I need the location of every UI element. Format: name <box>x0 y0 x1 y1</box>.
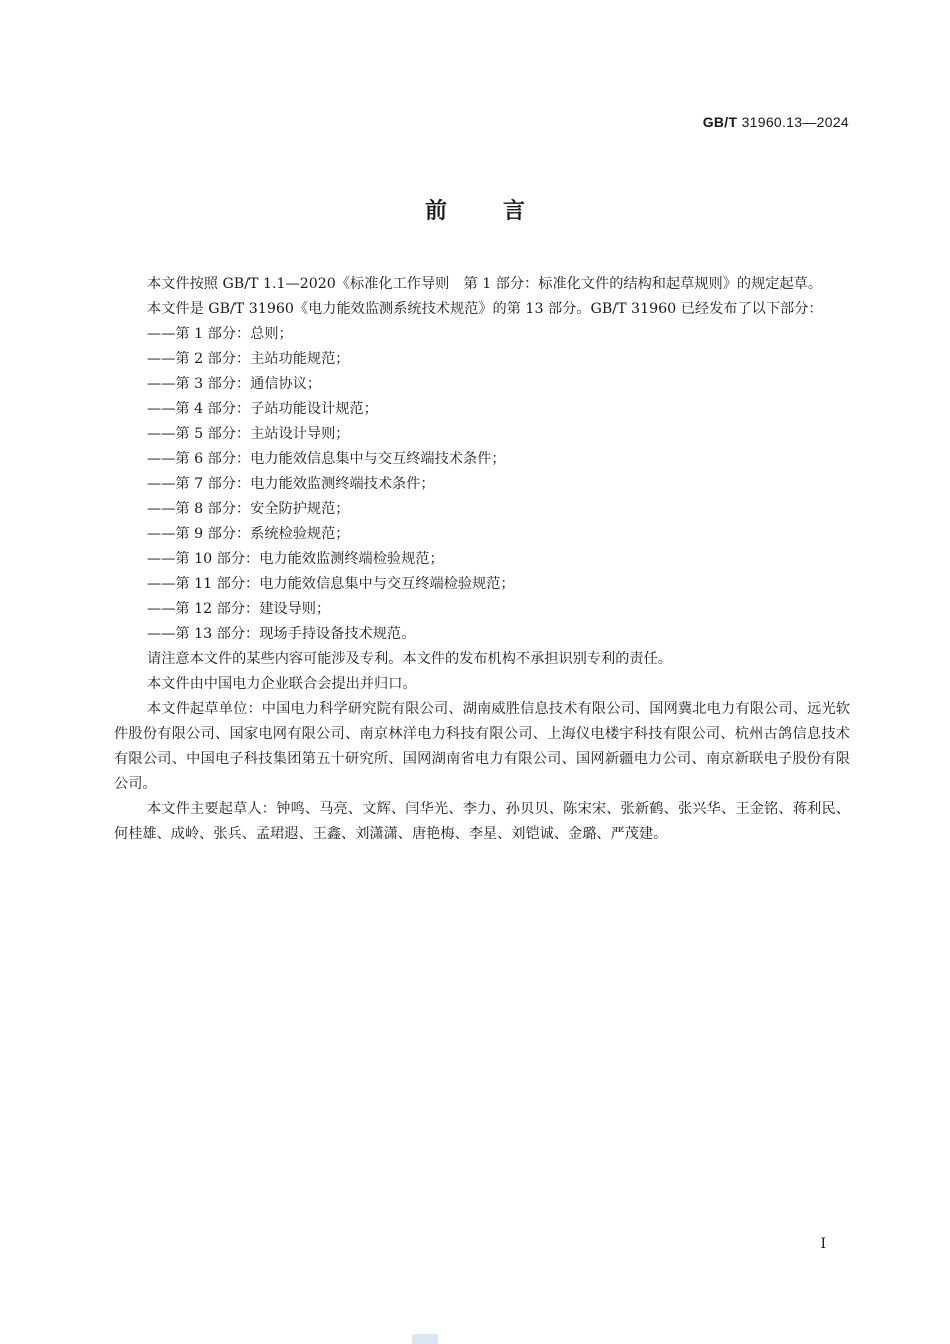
paragraph-drafting-units: 本文件起草单位：中国电力科学研究院有限公司、湖南威胜信息技术有限公司、国网冀北电力有限公司、远光软件股份有限公司、国家电网有限公司、南京林洋电力科技有限公司、上海仪电楼宇科技有限公司、杭州古鸽信息技术有限公司、中国电子科技集团第五十研究所、国网湖南省电力有限公司、国网新疆电力公司、南京新联电子股份有限公司。 <box>114 701 850 792</box>
list-item: ——第 9 部分：系统检验规范； <box>147 526 350 542</box>
list-item: ——第 10 部分：电力能效监测终端检验规范； <box>147 551 444 567</box>
standard-number <box>703 114 849 130</box>
list-item: ——第 11 部分：电力能效信息集中与交互终端检验规范； <box>147 576 515 592</box>
parts-list <box>114 322 850 647</box>
list-item: ——第 12 部分：建设导则； <box>147 601 331 617</box>
page-number: I <box>820 1236 826 1252</box>
list-item: ——第 5 部分：主站设计导则； <box>147 426 350 442</box>
list-item: ——第 7 部分：电力能效监测终端技术条件； <box>147 476 435 492</box>
paragraph-drafters: 本文件主要起草人：钟鸣、马亮、文辉、闫华光、李力、孙贝贝、陈宋宋、张新鹤、张兴华、王金铭、蒋利民、何桂雄、成岭、张兵、孟珺遐、王鑫、刘潇潇、唐艳梅、李星、刘铠诚、金璐、严茂建。 <box>114 801 850 842</box>
standard-prefix: GB/T <box>702 114 738 130</box>
standard-code: 31960.13—2024 <box>741 114 849 130</box>
page-title: 前言 <box>424 199 581 224</box>
list-item: ——第 1 部分：总则； <box>147 326 293 342</box>
paragraph-drafting-rules: 本文件按照 GB/T 1.1—2020《标准化工作导则 第 1 部分：标准化文件的结构和起草规则》的规定起草。 <box>147 276 823 292</box>
list-item: ——第 8 部分：安全防护规范； <box>147 501 350 517</box>
list-item: ——第 13 部分：现场手持设备技术规范。 <box>147 626 416 642</box>
paragraph-proposer: 本文件由中国电力企业联合会提出并归口。 <box>147 676 417 692</box>
list-item: ——第 2 部分：主站功能规范； <box>147 351 350 367</box>
paragraph-series-intro: 本文件是 GB/T 31960《电力能效监测系统技术规范》的第 13 部分。GB/T 31960 已经发布了以下部分： <box>147 301 823 317</box>
list-item: ——第 4 部分：子站功能设计规范； <box>147 401 378 417</box>
list-item: ——第 6 部分：电力能效信息集中与交互终端技术条件； <box>147 451 506 467</box>
paragraph-patent-notice: 请注意本文件的某些内容可能涉及专利。本文件的发布机构不承担识别专利的责任。 <box>147 651 672 667</box>
list-item: ——第 3 部分：通信协议； <box>147 376 322 392</box>
document-body <box>114 272 850 847</box>
bottom-edge-mark <box>412 1334 438 1344</box>
